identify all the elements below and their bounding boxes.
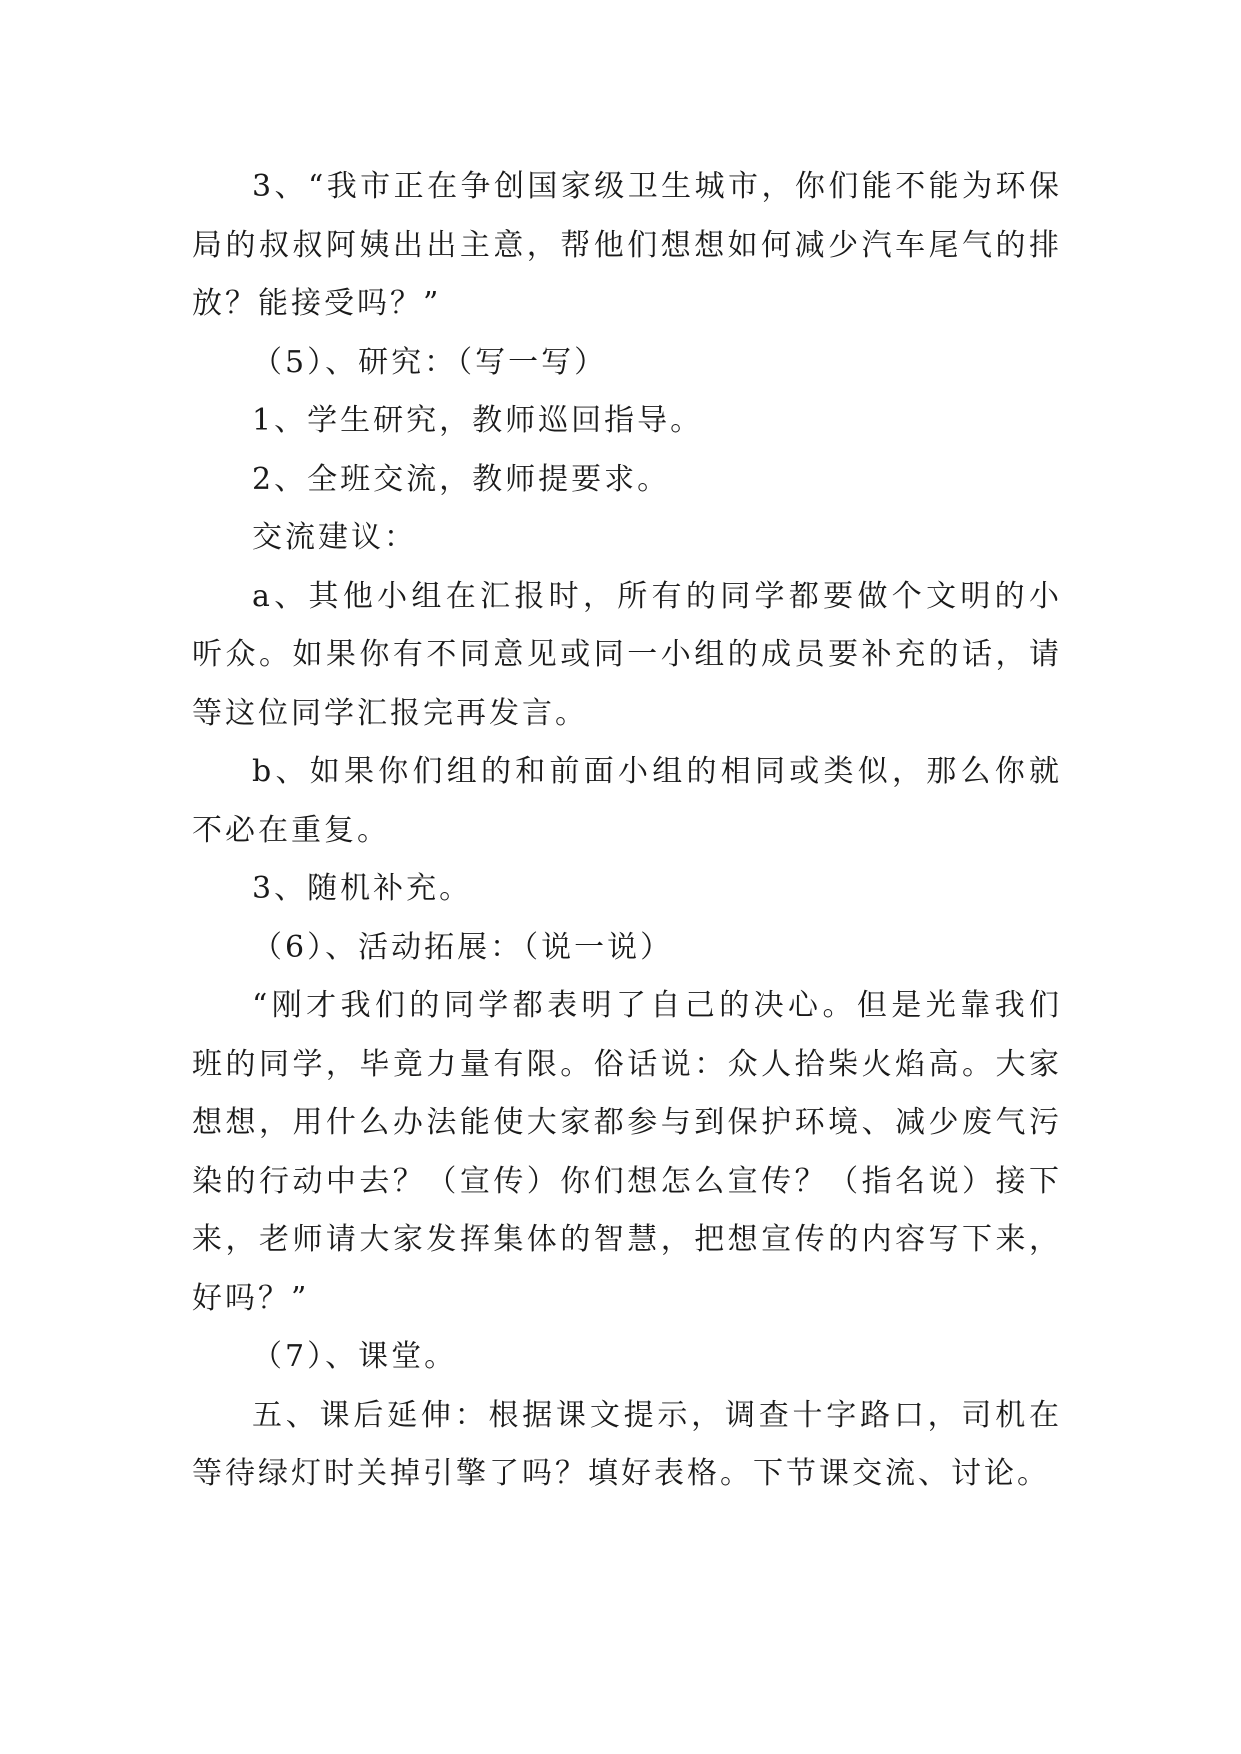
paragraph-advice-a: a、其他小组在汇报时，所有的同学都要做个文明的小听众。如果你有不同意见或同一小组的成员要补充的话，请等这位同学汇报完再发言。: [192, 578, 1062, 731]
paragraph-class-exchange: 2、全班交流，教师提要求。: [252, 461, 671, 497]
paragraph-activity-speech: “刚才我们的同学都表明了自己的决心。但是光靠我们班的同学，毕竟力量有限。俗话说：众人拾柴火焰高。大家想想，用什么办法能使大家都参与到保护环境、减少废气污染的行动中去？（宣传）你们想怎么宣传？（指名说）接下来，老师请大家发挥集体的智慧，把想宣传的内容写下来，好吗？”: [192, 988, 1062, 1316]
paragraph-advice-b: b、如果你们组的和前面小组的相同或类似，那么你就不必在重复。: [192, 754, 1062, 848]
paragraph-random-supplement: 3、随机补充。: [252, 871, 473, 906]
document-body: [192, 158, 1062, 1504]
paragraph-activity-heading: （6）、活动拓展：（说一说）: [252, 929, 674, 965]
paragraph-classroom-heading: （7）、课堂。: [252, 1339, 458, 1374]
paragraph-extension: 五、课后延伸：根据课文提示，调查十字路口，司机在等待绿灯时关掉引擎了吗？填好表格。下节课交流、讨论。: [192, 1397, 1062, 1491]
paragraph-student-research: 1、学生研究，教师巡回指导。: [252, 403, 704, 438]
paragraph-research-heading: （5）、研究：（写一写）: [252, 344, 608, 380]
paragraph-suggestion-question: 3、“我市正在争创国家级卫生城市，你们能不能为环保局的叔叔阿姨出出主意，帮他们想想如何减少汽车尾气的排放？能接受吗？”: [192, 169, 1062, 321]
paragraph-exchange-advice: 交流建议：: [252, 520, 417, 555]
